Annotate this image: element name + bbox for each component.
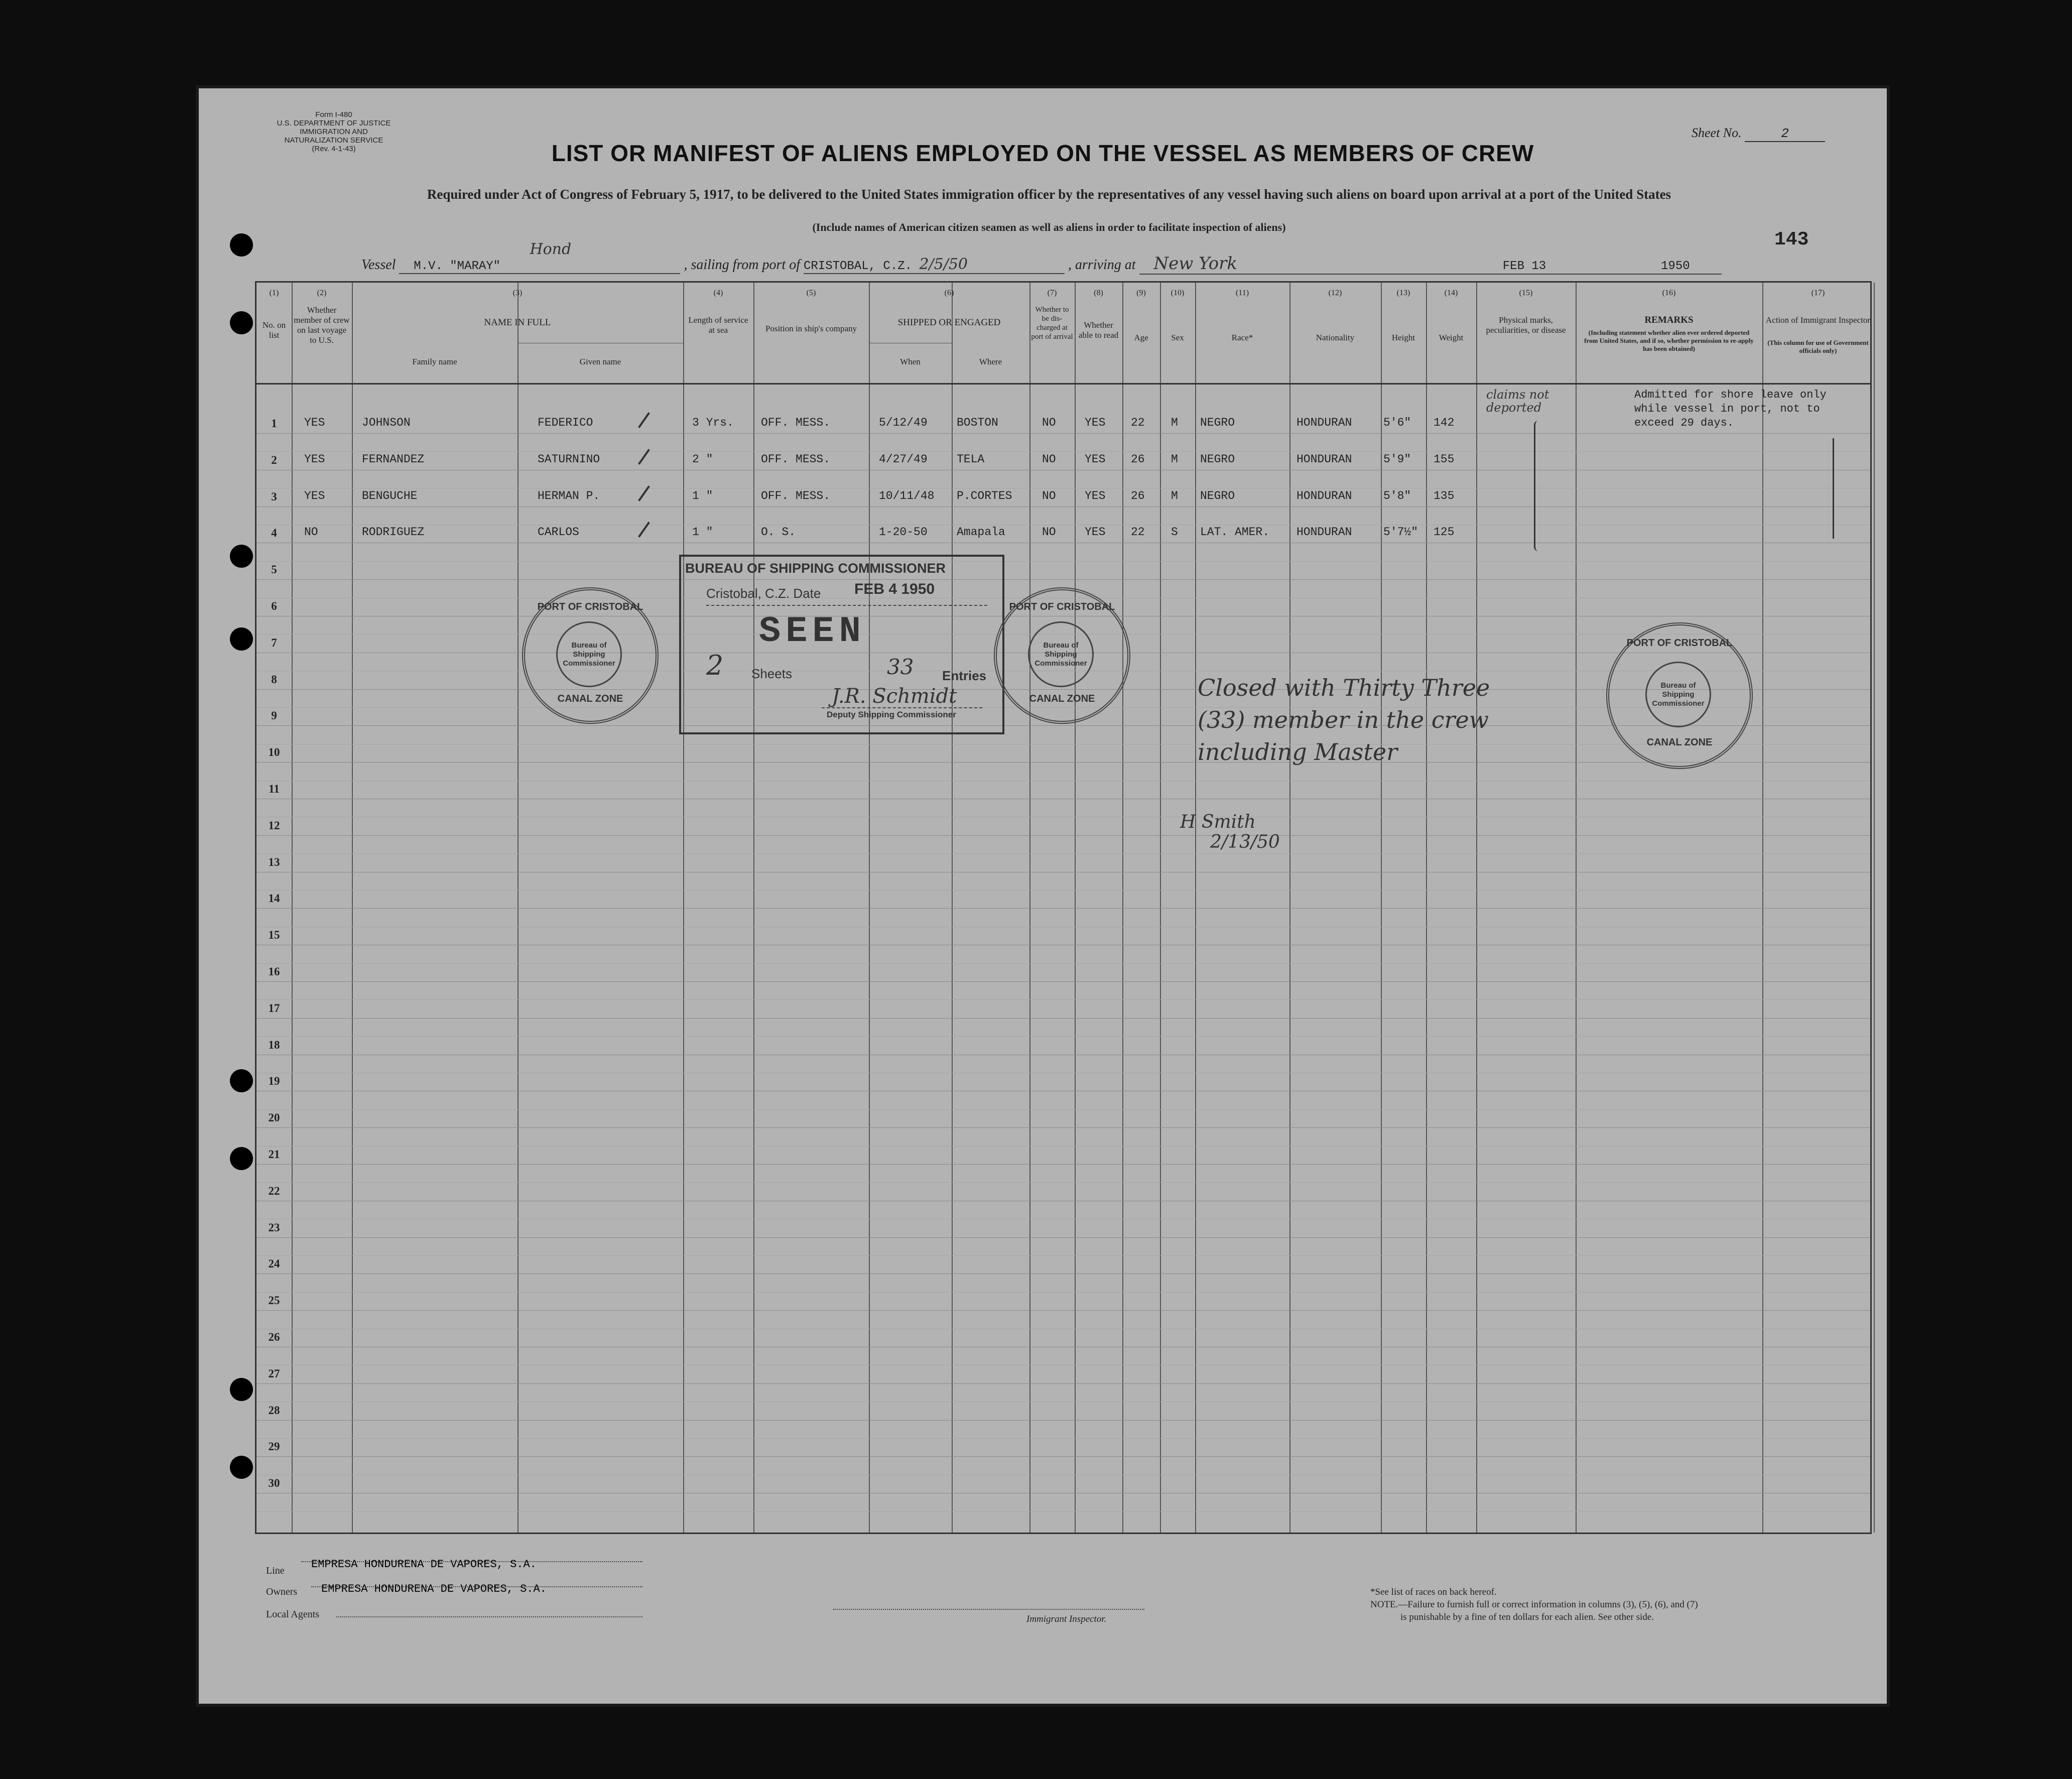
port-stamp-bottom: CANAL ZONE [1646,737,1713,748]
cell-weight: 142 [1434,416,1455,429]
col-header-where: Where [979,357,1002,366]
col-num: (5) [806,289,816,297]
col-num: (7) [1047,289,1057,297]
remarks-block [1634,388,1827,430]
cell-age: 26 [1131,489,1145,502]
row-number: 5 [271,563,277,576]
row-number: 14 [268,892,280,905]
remarks-line: while vessel in port, not to [1634,403,1820,415]
row-number: 10 [268,746,280,759]
cell-family: JOHNSON [362,416,411,429]
cell-sex: M [1171,489,1178,502]
cell-height: 5'7½" [1383,526,1418,539]
col-header-name: NAME IN FULL [484,317,551,328]
cell-age: 26 [1131,452,1145,466]
col-num: (17) [1811,289,1825,297]
row-number: 25 [268,1294,280,1307]
cell-age: 22 [1131,416,1145,429]
cell-given: HERMAN P. [538,489,600,502]
signature-date: 2/13/50 [1210,832,1280,852]
row-number: 6 [271,600,277,612]
cell-weight: 125 [1434,526,1455,539]
form-id-line: U.S. DEPARTMENT OF JUSTICE [277,119,391,128]
punch-hole [230,1378,253,1401]
closing-line: including Master [1198,738,1398,766]
col-header-action-note: (This column for use of Government officials only) [1767,339,1869,354]
cell-height: 5'6" [1383,416,1411,429]
row-number: 19 [268,1075,280,1088]
row-number: 8 [271,673,277,686]
footer-note-fine-cont: is punishable by a fine of ten dollars for each alien. See other side. [1400,1612,1654,1622]
crew-table [255,281,1872,1534]
cell-position: OFF. MESS. [761,489,831,502]
cell-read: YES [1085,452,1106,466]
cell-length: 1 " [692,489,713,502]
col-num: (16) [1662,289,1676,297]
stamp-sheets-label: Sheets [751,666,792,681]
footer-line-value: EMPRESA HONDURENA DE VAPORES, S.A. [311,1558,537,1571]
port-stamp-inner: Bureau of Shipping Commissioner [1645,662,1711,727]
cell-weight: 135 [1434,489,1455,502]
col-header-when: When [900,357,921,366]
cell-nationality: HONDURAN [1297,452,1352,466]
row-number: 30 [268,1477,280,1490]
punch-hole [230,627,253,651]
col-header-position: Position in ship's company [765,324,857,333]
row-number: 2 [271,453,277,466]
col-num: (3) [512,289,523,297]
shipping-commissioner-stamp [679,555,1004,734]
stamp-signature: J.R. Schmidt [832,685,957,708]
check-mark [638,412,650,428]
punch-hole [230,311,253,334]
row-number: 4 [271,527,277,540]
signature-name: H Smith [1180,812,1256,832]
stamp-entries-label: Entries [942,668,987,683]
arriving-field [1139,253,1722,275]
remarks-line: Admitted for shore leave only [1634,389,1827,401]
arrival-year: 1950 [1661,260,1690,273]
col-header-given: Given name [579,357,621,366]
col-header-age: Age [1134,333,1148,342]
cell-given: FEDERICO [538,416,593,429]
cell-nationality: HONDURAN [1297,489,1352,502]
col-header-remarks: REMARKS [1644,315,1694,325]
cell-given: CARLOS [538,526,579,539]
inspector-signature [1180,812,1280,852]
row-number: 20 [268,1111,280,1124]
row-number: 24 [268,1257,280,1270]
punch-hole [230,1147,253,1170]
cell-race: NEGRO [1200,489,1235,502]
row-number: 29 [268,1440,280,1453]
ditto-mark [1534,421,1542,551]
row-number: 7 [271,636,277,649]
row-number: 28 [268,1404,280,1417]
col-header-weight: Weight [1439,333,1464,342]
cell-read: YES [1085,526,1106,539]
remarks-line: exceed 29 days. [1634,417,1734,429]
cell-where: BOSTON [957,416,998,429]
row-number: 15 [268,929,280,942]
vessel-line: Vessel M.V. "MARAY" Hond , sailing from port of CRISTOBAL, C.Z. 2/5/50 , arriving at New York FEB 13 1950 [361,253,1722,275]
col-header-race: Race* [1231,333,1253,342]
cell-height: 5'9" [1383,452,1411,466]
footer-owners-label: Owners [266,1586,298,1597]
port-stamp-top: PORT OF CRISTOBAL [1009,601,1115,612]
col-num: (10) [1171,289,1185,297]
cell-family: BENGUCHE [362,489,418,502]
col-header-read: Whether able to read [1078,320,1119,340]
row-number: 9 [271,709,277,722]
port-stamp [994,587,1130,724]
col-num: (15) [1519,289,1533,297]
cell-nationality: HONDURAN [1297,416,1352,429]
port-stamp-bottom: CANAL ZONE [557,693,623,704]
col-num: (13) [1396,289,1410,297]
col-num: (9) [1136,289,1146,297]
cell-length: 3 Yrs. [692,416,734,429]
sailing-value: CRISTOBAL, C.Z. [803,260,913,273]
punch-hole [230,1069,253,1092]
row-number: 1 [271,417,277,430]
col-num: (1) [269,289,279,297]
cell-race: NEGRO [1200,416,1235,429]
cell-race: NEGRO [1200,452,1235,466]
stamp-seen: SEEN [759,611,866,652]
physical-marks-note: claims not deported [1486,388,1549,415]
row-number: 26 [268,1331,280,1343]
sailing-label: sailing from port of [691,257,800,273]
col-header-action: Action of Immigrant Inspector [1765,315,1871,325]
cell-position: OFF. MESS. [761,416,831,429]
cell-family: FERNANDEZ [362,452,425,466]
arriving-label: arriving at [1075,257,1136,273]
footer-owners-value: EMPRESA HONDURENA DE VAPORES, S.A. [321,1583,547,1595]
port-stamp-inner: Bureau of Shipping Commissioner [556,621,622,687]
page-number: 143 [1774,229,1809,250]
col-header-discharged: Whether to be dis-charged at port of arrival [1031,306,1073,341]
footer-note-races: *See list of races on back hereof. [1370,1587,1497,1597]
cell-sex: S [1171,526,1178,539]
port-stamp-bottom: CANAL ZONE [1029,693,1095,704]
stamp-role: Deputy Shipping Commissioner [827,710,956,719]
vessel-annotation: Hond [530,240,572,258]
page-subtitle: Required under Act of Congress of February 5, 1917, to be delivered to the United States immigration officer by the representatives of any vessel having such aliens on board upon arrival at a port of the United States [427,187,1671,202]
arriving-value: New York [1153,253,1237,274]
cell-length: 2 " [692,452,713,466]
cell-when: 4/27/49 [879,452,928,466]
cell-nationality: HONDURAN [1297,526,1352,539]
footer-agents-label: Local Agents [266,1609,320,1620]
sailing-date: 2/5/50 [919,256,968,273]
row-number: 3 [271,490,277,503]
col-header-nationality: Nationality [1316,333,1355,342]
sheet-number-label: Sheet No. [1692,125,1742,140]
stamp-sheets-num: 2 [706,650,724,681]
col-header-sex: Sex [1171,333,1184,342]
port-stamp [1606,622,1753,769]
cell-read: YES [1085,489,1106,502]
cell-weight: 155 [1434,452,1455,466]
cell-sex: M [1171,452,1178,466]
col-header-length: Length of service at sea [688,315,748,335]
footer-line-label: Line [266,1565,285,1576]
cell-family: RODRIGUEZ [362,526,425,539]
row-number: 23 [268,1221,280,1234]
closing-line: Closed with Thirty Three [1198,674,1490,701]
col-header-no: No. on list [262,320,286,340]
cell-when: 5/12/49 [879,416,928,429]
manifest-sheet [196,85,1890,1707]
col-num: (4) [713,289,723,297]
row-number: 11 [269,783,280,795]
footer-note-fine: NOTE.—Failure to furnish full or correct information in columns (3), (5), (6), and (7) [1370,1599,1698,1610]
col-header-shipped: SHIPPED OR ENGAGED [897,317,1001,328]
col-header-family: Family name [412,357,457,366]
col-header-height: Height [1391,333,1415,342]
form-id-line: Form I-480 [315,110,352,119]
row-number: 12 [268,819,280,832]
port-stamp-top: PORT OF CRISTOBAL [1626,638,1733,649]
footer-inspector-label: Immigrant Inspector. [1026,1614,1107,1624]
port-stamp-top: PORT OF CRISTOBAL [537,601,643,612]
vessel-field [399,240,680,274]
sheet-number-value: 2 [1745,126,1825,142]
punch-hole [230,233,253,257]
cell-member: YES [304,452,325,466]
stamp-entries-num: 33 [887,655,914,679]
punch-hole [230,545,253,568]
cell-height: 5'8" [1383,489,1411,502]
stamp-place: Cristobal, C.Z. Date [706,586,821,601]
vessel-value: M.V. "MARAY" [414,260,501,273]
punch-hole [230,1456,253,1479]
form-id-line: IMMIGRATION AND NATURALIZATION SERVICE [284,128,383,145]
col-num: (6) [944,289,954,297]
col-header-physical: Physical marks, peculiarities, or disease [1486,315,1566,335]
cell-where: P.CORTES [957,489,1012,502]
stamp-heading: BUREAU OF SHIPPING COMMISSIONER [685,561,946,576]
cell-length: 1 " [692,526,713,539]
cell-position: O. S. [761,526,796,539]
port-stamp-inner: Bureau of Shipping Commissioner [1028,621,1094,687]
arrival-date: FEB 13 [1502,260,1546,273]
page-subtitle-note: (Include names of American citizen seamen as well as aliens in order to facilitate inspection of aliens) [812,221,1286,233]
cell-read: YES [1085,416,1106,429]
cell-position: OFF. MESS. [761,452,831,466]
row-number: 18 [268,1038,280,1051]
cell-when: 10/11/48 [879,489,935,502]
cell-when: 1-20-50 [879,526,928,539]
vessel-label: Vessel [361,257,396,273]
row-number: 13 [268,855,280,868]
closing-line: (33) member in the crew [1198,706,1489,733]
col-num: (14) [1444,289,1458,297]
cell-race: LAT. AMER. [1200,526,1270,539]
row-number: 21 [268,1148,280,1161]
stamp-date: FEB 4 1950 [854,581,935,597]
form-id-line: (Rev. 4-1-43) [312,145,356,153]
action-mark [1833,438,1834,539]
cell-discharged: NO [1042,489,1056,502]
sailing-field [804,256,1065,274]
page-title: LIST OR MANIFEST OF ALIENS EMPLOYED ON THE VESSEL AS MEMBERS OF CREW [551,140,1534,166]
col-num: (2) [317,289,327,297]
cell-member: YES [304,416,325,429]
row-number: 27 [268,1367,280,1380]
port-stamp [522,587,659,724]
col-num: (8) [1094,289,1103,297]
cell-discharged: NO [1042,452,1056,466]
cell-where: TELA [957,452,985,466]
cell-age: 22 [1131,526,1145,539]
cell-sex: M [1171,416,1178,429]
row-number: 17 [268,1001,280,1014]
cell-given: SATURNINO [538,452,600,466]
row-number: 22 [268,1184,280,1197]
cell-member: NO [304,526,318,539]
cell-member: YES [304,489,325,502]
col-header-remarks-note: (Including statement whether alien ever ordered deported from United States, and if so, whether permission to re-apply has been obtained) [1584,329,1754,352]
col-num: (11) [1235,289,1249,297]
closing-note [1198,672,1490,768]
cell-discharged: NO [1042,526,1056,539]
cell-discharged: NO [1042,416,1056,429]
row-number: 16 [268,965,280,978]
col-header-member: Whether member of crew on last voyage to U.S. [294,305,350,345]
cell-where: Amapala [957,526,1005,539]
col-num: (12) [1328,289,1342,297]
